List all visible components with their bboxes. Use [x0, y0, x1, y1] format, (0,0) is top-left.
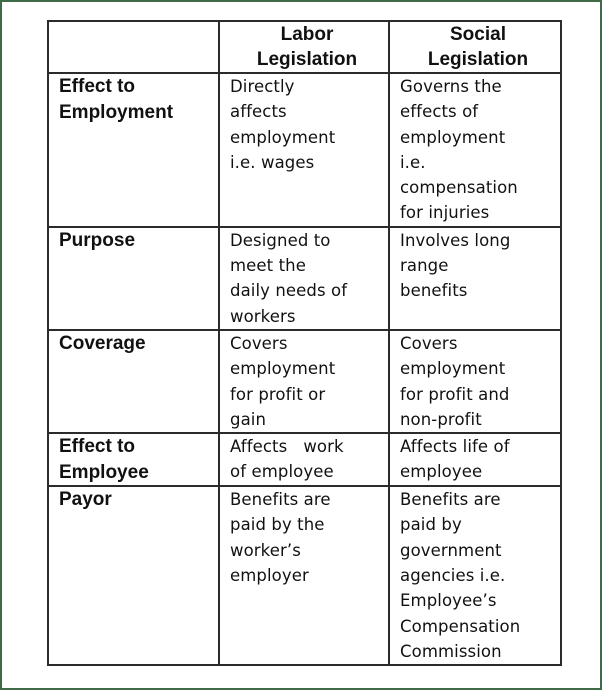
cell-text: paid by [400, 515, 462, 535]
header-social-legislation [389, 21, 561, 73]
cell-text: benefits [400, 281, 468, 301]
cell-text: affects [230, 102, 287, 122]
labor-cell [219, 330, 389, 433]
cell-text: Directly [230, 77, 295, 96]
cell-text: i.e. wages [230, 152, 315, 172]
table-header-row [48, 21, 561, 73]
cell-text: gain [230, 409, 267, 429]
labor-cell [219, 227, 389, 330]
label-text: Purpose [59, 229, 136, 251]
labor-cell [219, 486, 389, 665]
table-row [48, 227, 561, 330]
label-text: Payor [59, 489, 112, 511]
header-text: Labor [280, 24, 334, 45]
comparison-table [47, 20, 562, 666]
cell-text: i.e. [400, 152, 426, 172]
social-cell [389, 433, 561, 486]
row-label-effect-to-employee [48, 433, 219, 486]
row-label-payor [48, 486, 219, 665]
header-text: Legislation [256, 49, 358, 70]
table-row [48, 73, 561, 227]
cell-text: Benefits are [400, 490, 501, 510]
row-label-purpose [48, 227, 219, 330]
cell-text: Covers [230, 333, 288, 353]
cell-text: non-profit [400, 409, 482, 429]
label-text: Employment [59, 101, 174, 123]
cell-text: Benefits are [230, 490, 331, 510]
label-text: Effect to [59, 76, 135, 97]
social-cell [389, 73, 561, 227]
row-label-effect-to-employment [48, 73, 219, 227]
cell-text: range [400, 256, 449, 276]
cell-text: worker’s [230, 540, 301, 560]
cell-text: meet the [230, 256, 306, 276]
label-text: Employee [59, 461, 149, 483]
cell-text: Covers [400, 333, 458, 353]
cell-text: daily needs of [230, 281, 348, 301]
header-text: Social [450, 24, 506, 45]
header-empty-cell [48, 21, 219, 73]
row-label-coverage [48, 330, 219, 433]
label-text: Effect to [59, 436, 135, 458]
cell-text: employment [400, 127, 506, 147]
table-row [48, 433, 561, 486]
labor-cell [219, 73, 389, 227]
social-cell [389, 227, 561, 330]
cell-text: for profit and [400, 384, 510, 404]
cell-text: compensation [400, 178, 518, 198]
social-cell [389, 330, 561, 433]
table-row [48, 486, 561, 665]
cell-text: Involves long [400, 230, 511, 250]
cell-text: employer [230, 566, 309, 586]
cell-text: employee [400, 462, 483, 482]
social-cell [389, 486, 561, 665]
cell-text: effects of [400, 102, 479, 122]
cell-text: Designed to [230, 230, 331, 250]
header-labor-legislation [219, 21, 389, 73]
cell-text: Commission [400, 641, 502, 661]
cell-text: Governs the [400, 77, 502, 96]
cell-text: workers [230, 306, 296, 326]
cell-text: for injuries [400, 203, 490, 223]
label-text: Coverage [59, 332, 146, 354]
cell-text: of employee [230, 462, 334, 482]
cell-text: agencies i.e. [400, 566, 506, 586]
cell-text: Employee’s [400, 591, 497, 611]
cell-text: Affects life of [400, 437, 510, 457]
cell-text: Affects work [230, 437, 344, 457]
table-row [48, 330, 561, 433]
labor-cell [219, 433, 389, 486]
cell-text: for profit or [230, 384, 326, 404]
cell-text: employment [230, 359, 336, 379]
cell-text: employment [230, 127, 336, 147]
cell-text: employment [400, 359, 506, 379]
cell-text: paid by the [230, 515, 325, 535]
cell-text: government [400, 540, 502, 560]
header-text: Legislation [427, 49, 529, 70]
cell-text: Compensation [400, 616, 521, 636]
